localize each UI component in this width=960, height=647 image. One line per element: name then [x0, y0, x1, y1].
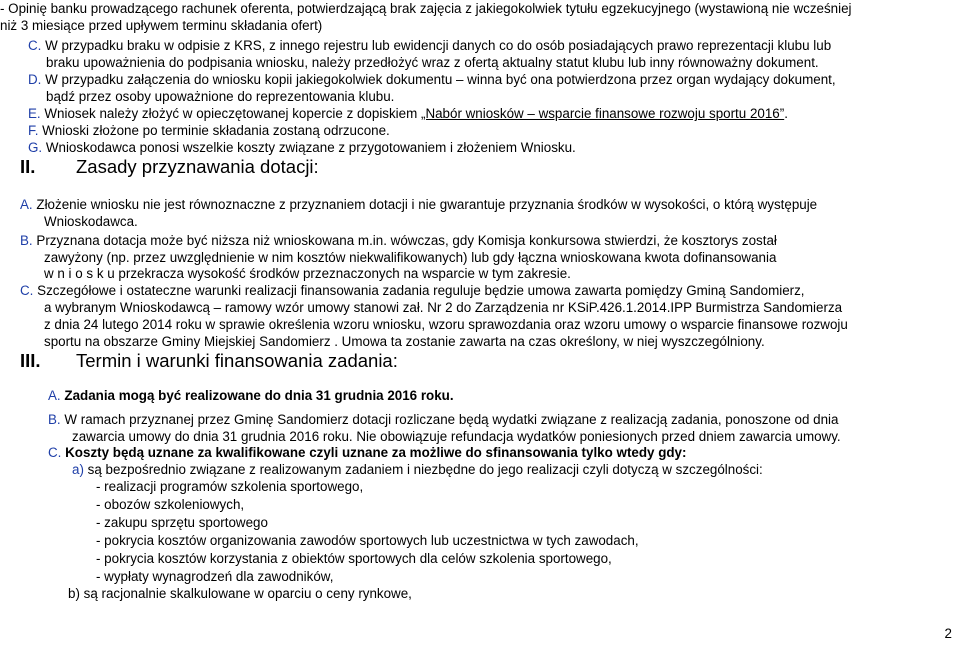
- list-item: - wypłaty wynagrodzeń dla zawodników,: [96, 569, 334, 584]
- text-line: Wnioskodawca.: [44, 214, 138, 229]
- text-line: bądź przez osoby upoważnione do reprezentowania klubu.: [46, 89, 395, 104]
- list-marker: F.: [28, 123, 39, 138]
- list-marker: b): [68, 586, 80, 601]
- list-marker: C.: [28, 38, 42, 53]
- list-item: - pokrycia kosztów organizowania zawodów sportowych lub uczestnictwa w tych zawodach,: [96, 533, 639, 548]
- text-line: Przyznana dotacja może być niższa niż wnioskowana m.in. wówczas, gdy Komisja konkursowa stwierdzi, że kosztorys został: [36, 233, 777, 248]
- list-item-c: [28, 37, 831, 54]
- list-marker: D.: [28, 72, 42, 87]
- section-heading-3: [20, 350, 398, 372]
- section-heading-2: [20, 156, 319, 178]
- text-line: Zadania mogą być realizowane do dnia 31 grudnia 2016 roku.: [64, 388, 454, 403]
- page-number: 2: [944, 626, 952, 641]
- list-marker: C.: [20, 283, 34, 298]
- text-line: Złożenie wniosku nie jest równoznaczne z przyznaniem dotacji i nie gwarantuje przyznania środków w wysokości, o którą występuje: [36, 197, 818, 212]
- text-line: są bezpośrednio związane z realizowanym zadaniem i niezbędne do jego realizacji czyli dotyczą w szczególności:: [87, 462, 763, 477]
- list-item-a: [48, 387, 454, 404]
- list-item: - zakupu sprzętu sportowego: [96, 515, 268, 530]
- section-number: III.: [20, 350, 41, 371]
- text-line: W przypadku braku w odpisie z KRS, z innego rejestru lub ewidencji danych co do osób posiadających prawo reprezentacji klubu lub: [45, 38, 832, 53]
- list-item: - pokrycia kosztów korzystania z obiektów sportowych dla celów szkolenia sportowego,: [96, 551, 612, 566]
- list-marker: B.: [20, 233, 33, 248]
- text-line: Szczegółowe i ostateczne warunki realizacji finansowania zadania reguluje będzie umowa zawarta pomiędzy Gminą Sandomierz,: [37, 283, 805, 298]
- text-line: są racjonalnie skalkulowane w oparciu o ceny rynkowe,: [83, 586, 412, 601]
- text-line: braku upoważnienia do podpisania wniosku, należy przedłożyć wraz z ofertą aktualny statut klubu lub inny równoważny dokument.: [46, 55, 819, 70]
- text-line: zawyżony (np. przez uwzględnienie w nim kosztów niekwalifikowanych) lub gdy łączna wnioskowana kwota dofinansowania: [44, 250, 777, 265]
- list-marker: E.: [28, 106, 41, 121]
- text-line: zawarcia umowy do dnia 31 grudnia 2016 roku. Nie obowiązuje refundacja wydatków poniesionych przed dniem zawarcia umowy.: [72, 429, 841, 444]
- list-item-a-sub: [72, 461, 763, 478]
- list-item-f: [28, 122, 390, 139]
- section-title: Termin i warunki finansowania zadania:: [76, 350, 398, 371]
- list-marker: C.: [48, 445, 62, 460]
- text-line: Wniosek należy złożyć w opieczętowanej kopercie z dopiskiem: [44, 106, 421, 121]
- text-line: niż 3 miesiące przed upływem terminu składania ofert): [0, 18, 323, 33]
- list-item-d: [28, 71, 836, 88]
- list-item-a: [20, 196, 817, 213]
- list-item-b: [20, 232, 777, 249]
- text-line: a wybranym Wnioskodawcą – ramowy wzór umowy stanowi zał. Nr 2 do Zarządzenia nr KSiP.426.1.2014.IPP Burmistrza Sandomierza: [44, 300, 843, 315]
- list-marker: A.: [48, 388, 61, 403]
- list-item-c: [48, 444, 686, 461]
- text-line: w n i o s k u przekracza wysokość środków przeznaczonych na wsparcie w tym zakresie.: [44, 266, 571, 281]
- section-number: II.: [20, 156, 36, 177]
- underlined-text: „Nabór wniosków – wsparcie finansowe rozwoju sportu 2016”: [420, 106, 785, 121]
- text-line: sportu na obszarze Gminy Miejskiej Sandomierz . Umowa ta zostanie zawarta na czas określony, w niej wyszczególniony.: [44, 334, 765, 349]
- text-line: - Opinię banku prowadzącego rachunek oferenta, potwierdzającą brak zajęcia z jakiegokolwiek tytułu egzekucyjnego (wystawioną nie wcześniej: [0, 1, 852, 16]
- list-marker: a): [72, 462, 84, 477]
- text-line: Koszty będą uznane za kwalifikowane czyli uznane za możliwe do sfinansowania tylko wtedy gdy:: [65, 445, 687, 460]
- text-line: Wnioskodawca ponosi wszelkie koszty związane z przygotowaniem i złożeniem Wniosku.: [45, 140, 576, 155]
- list-item-e: [28, 105, 788, 122]
- text-line: .: [784, 106, 788, 121]
- list-item-b: [48, 411, 838, 428]
- text-line: W przypadku załączenia do wniosku kopii jakiegokolwiek dokumentu – winna być ona potwierdzona przez organ wydający dokument,: [45, 72, 836, 87]
- text-line: Wnioski złożone po terminie składania zostaną odrzucone.: [42, 123, 390, 138]
- list-marker: A.: [20, 197, 33, 212]
- list-item: - realizacji programów szkolenia sportowego,: [96, 479, 364, 494]
- list-item-g: [28, 139, 576, 156]
- list-marker: B.: [48, 412, 61, 427]
- list-item: - obozów szkoleniowych,: [96, 497, 245, 512]
- text-line: z dnia 24 lutego 2014 roku w sprawie określenia wzoru wniosku, wzoru sprawozdania oraz wzoru umowy o wsparcie finansowe rozwoju: [44, 317, 848, 332]
- section-title: Zasady przyznawania dotacji:: [76, 156, 319, 177]
- list-item-c: [20, 282, 805, 299]
- text-line: W ramach przyznanej przez Gminę Sandomierz dotacji rozliczane będą wydatki związane z realizacją zadania, ponoszone od dnia: [64, 412, 839, 427]
- list-marker: G.: [28, 140, 43, 155]
- list-item-b-sub: [68, 585, 412, 602]
